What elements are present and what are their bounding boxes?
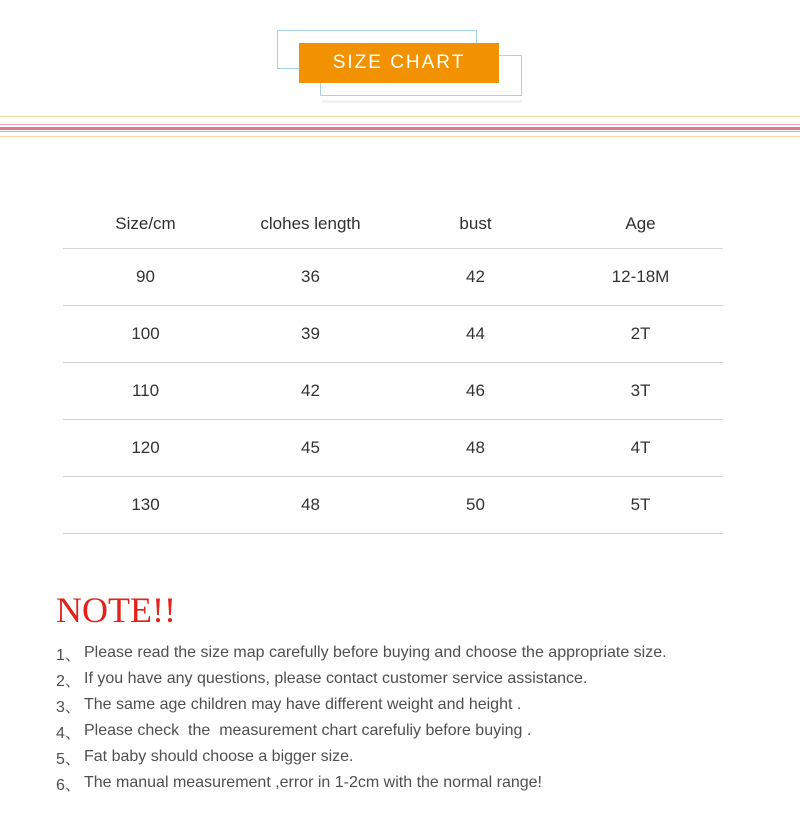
divider-stripe-pink-thick <box>0 127 800 130</box>
cell-size: 130 <box>131 495 160 514</box>
cell-clothes-length: 36 <box>301 267 320 286</box>
column-header-bust: bust <box>459 214 492 233</box>
cell-age: 2T <box>630 324 651 343</box>
table-row <box>63 363 723 420</box>
banner-title: SIZE CHART <box>332 52 466 73</box>
cell-clothes-length: 45 <box>301 438 320 457</box>
table-header-row <box>63 200 723 249</box>
note-text: If you have any questions, please contact customer service assistance. <box>84 670 588 687</box>
column-header-size: Size/cm <box>115 214 176 233</box>
note-item <box>56 770 756 796</box>
note-text: Fat baby should choose a bigger size. <box>84 748 354 765</box>
cell-size: 110 <box>131 381 160 400</box>
cell-size: 100 <box>131 324 160 343</box>
cell-clothes-length: 42 <box>301 381 320 400</box>
divider-stripe-pink-lower <box>0 131 800 132</box>
column-header-clothes-length: clohes length <box>260 214 361 233</box>
note-item <box>56 640 756 666</box>
cell-bust: 48 <box>466 438 485 457</box>
banner-shadow <box>322 100 522 103</box>
table-row <box>63 477 723 534</box>
cell-bust: 42 <box>466 267 485 286</box>
note-number: 2、 <box>56 672 81 690</box>
note-text: Please check the measurement chart carefuliy before buying . <box>84 722 532 739</box>
cell-clothes-length: 39 <box>301 324 320 343</box>
note-heading: NOTE!! <box>56 590 176 630</box>
note-number: 6、 <box>56 776 81 794</box>
note-item <box>56 718 756 744</box>
divider-stripe-yellow-top <box>0 116 800 117</box>
note-text: The manual measurement ,error in 1-2cm with the normal range! <box>84 774 542 791</box>
cell-age: 3T <box>630 381 651 400</box>
note-item <box>56 744 756 770</box>
cell-age: 5T <box>630 495 651 514</box>
note-number: 3、 <box>56 698 81 716</box>
cell-clothes-length: 48 <box>301 495 320 514</box>
divider-stripe-yellow-bottom <box>0 136 800 137</box>
column-header-age: Age <box>625 214 656 233</box>
table-row <box>63 306 723 363</box>
note-item <box>56 666 756 692</box>
note-text: Please read the size map carefully before buying and choose the appropriate size. <box>84 644 667 661</box>
cell-age: 4T <box>630 438 651 457</box>
banner-title-box <box>299 43 499 83</box>
note-number: 1、 <box>56 646 81 664</box>
cell-bust: 44 <box>466 324 485 343</box>
cell-age: 12-18M <box>611 267 670 286</box>
cell-bust: 46 <box>466 381 485 400</box>
table-row <box>63 249 723 306</box>
cell-size: 120 <box>131 438 160 457</box>
note-list <box>56 640 756 796</box>
divider-stripe-pink-upper <box>0 124 800 125</box>
note-item <box>56 692 756 718</box>
table-row <box>63 420 723 477</box>
cell-bust: 50 <box>466 495 485 514</box>
size-table <box>63 200 723 534</box>
note-number: 4、 <box>56 724 81 742</box>
note-number: 5、 <box>56 750 81 768</box>
cell-size: 90 <box>136 267 155 286</box>
note-text: The same age children may have different weight and height . <box>84 696 522 713</box>
